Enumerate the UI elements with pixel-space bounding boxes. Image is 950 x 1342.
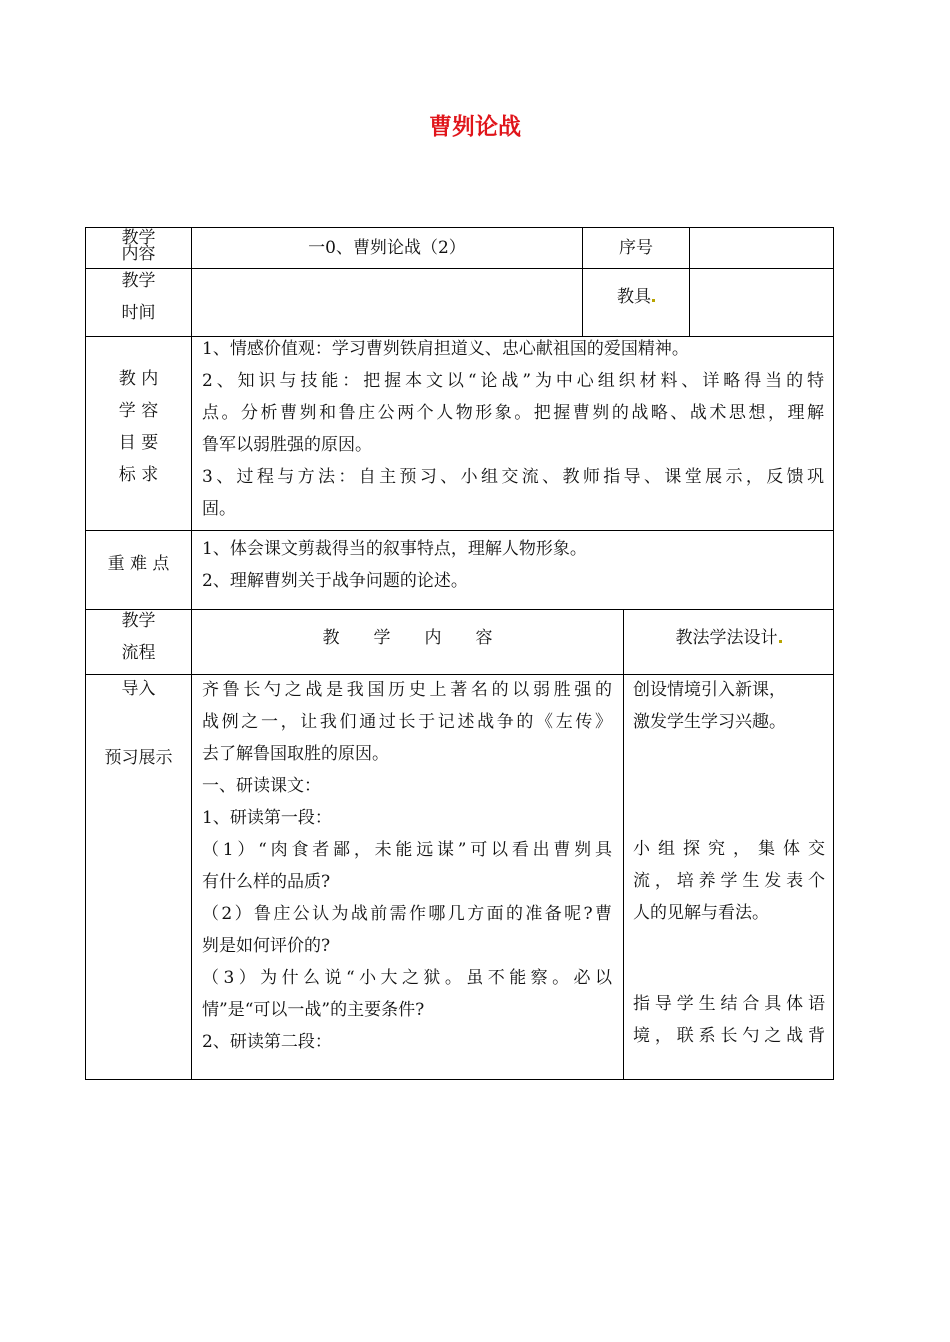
mark-dot bbox=[652, 299, 655, 302]
process-label-line: 流程 bbox=[121, 643, 156, 663]
key-points-text bbox=[202, 533, 824, 597]
method-header-text: 教法学法设计 bbox=[675, 628, 778, 648]
content-line: （1）“肉食者鄙，未能远谋”可以看出曹刿具 bbox=[202, 840, 612, 860]
stage-preview: 预习展示 bbox=[104, 748, 173, 768]
method-note-guide bbox=[633, 988, 825, 1052]
method-line: 指导学生结合具体语 bbox=[633, 994, 825, 1014]
table-border bbox=[689, 227, 690, 337]
method-line: 人的见解与看法。 bbox=[633, 903, 769, 923]
method-line: 创设情境引入新课， bbox=[633, 680, 786, 700]
process-label-line: 教学 bbox=[121, 611, 156, 631]
content-header: 教 学 内 容 bbox=[322, 628, 493, 648]
key-points-label: 重 难 点 bbox=[107, 554, 170, 574]
method-line: 流，培养学生发表个 bbox=[633, 871, 825, 891]
goals-line: 1、情感价值观：学习曹刿铁肩担道义、忠心献祖国的爱国精神。 bbox=[202, 339, 689, 359]
content-label: 教学 内容 bbox=[121, 228, 156, 264]
goals-line: 鲁军以弱胜强的原因。 bbox=[202, 435, 372, 455]
method-header bbox=[624, 622, 833, 654]
table-border bbox=[85, 268, 834, 269]
content-line: 1、研读第一段： bbox=[202, 808, 332, 828]
key-point-line: 1、体会课文剪裁得当的叙事特点，理解人物形象。 bbox=[202, 539, 587, 559]
stage-intro: 导入 bbox=[121, 679, 156, 699]
content-value: 一0、曹刿论战（2） bbox=[308, 238, 466, 258]
time-label: 教学 时间 bbox=[121, 271, 156, 323]
method-line: 境，联系长勺之战背 bbox=[633, 1026, 825, 1046]
tools-label-text: 教具 bbox=[617, 287, 651, 307]
mark-dot bbox=[779, 640, 782, 643]
table-border bbox=[85, 530, 834, 531]
content-line: 一、研读课文： bbox=[202, 776, 321, 796]
content-line: 有什么样的品质? bbox=[202, 872, 331, 892]
tools-label bbox=[583, 281, 689, 313]
table-border bbox=[623, 609, 624, 1080]
table-border bbox=[85, 1079, 834, 1080]
goals-label-line: 目 要 bbox=[118, 433, 159, 453]
content-line: （3）为什么说“小大之狱。虽不能察。必以 bbox=[202, 968, 612, 988]
content-line: 情”是“可以一战”的主要条件? bbox=[202, 1000, 425, 1020]
table-border bbox=[85, 609, 834, 610]
method-line: 小组探究，集体交 bbox=[633, 839, 825, 859]
goals-text bbox=[202, 333, 824, 525]
method-note-group bbox=[633, 833, 825, 929]
table-border bbox=[85, 227, 834, 228]
method-line: 激发学生学习兴趣。 bbox=[633, 712, 786, 732]
table-border bbox=[833, 227, 834, 1080]
goals-line: 3、过程与方法：自主预习、小组交流、教师指导、课堂展示，反馈巩 bbox=[202, 467, 824, 487]
process-label bbox=[86, 605, 191, 669]
key-point-line: 2、理解曹刿关于战争问题的论述。 bbox=[202, 571, 468, 591]
goals-label bbox=[86, 363, 191, 491]
goals-label-line: 标 求 bbox=[118, 465, 159, 485]
goals-label-line: 教 内 bbox=[118, 369, 159, 389]
goals-line: 点。分析曹刿和鲁庄公两个人物形象。把握曹刿的战略、战术思想，理解 bbox=[202, 403, 824, 423]
content-line: 2、研读第二段： bbox=[202, 1032, 332, 1052]
document-title: 曹刿论战 bbox=[429, 114, 521, 140]
content-body bbox=[202, 674, 612, 1058]
content-line: 齐鲁长勺之战是我国历史上著名的以弱胜强的 bbox=[202, 680, 612, 700]
goals-line: 2、知识与技能：把握本文以“论战”为中心组织材料、详略得当的特 bbox=[202, 371, 824, 391]
content-line: 战例之一，让我们通过长于记述战争的《左传》 bbox=[202, 712, 612, 732]
method-note-intro bbox=[633, 674, 825, 738]
content-line: 去了解鲁国取胜的原因。 bbox=[202, 744, 389, 764]
content-line: （2）鲁庄公认为战前需作哪几方面的准备呢?曹 bbox=[202, 904, 612, 924]
goals-label-line: 学 容 bbox=[118, 401, 159, 421]
content-line: 刿是如何评价的? bbox=[202, 936, 331, 956]
sequence-label: 序号 bbox=[619, 238, 653, 258]
goals-line: 固。 bbox=[202, 499, 236, 519]
